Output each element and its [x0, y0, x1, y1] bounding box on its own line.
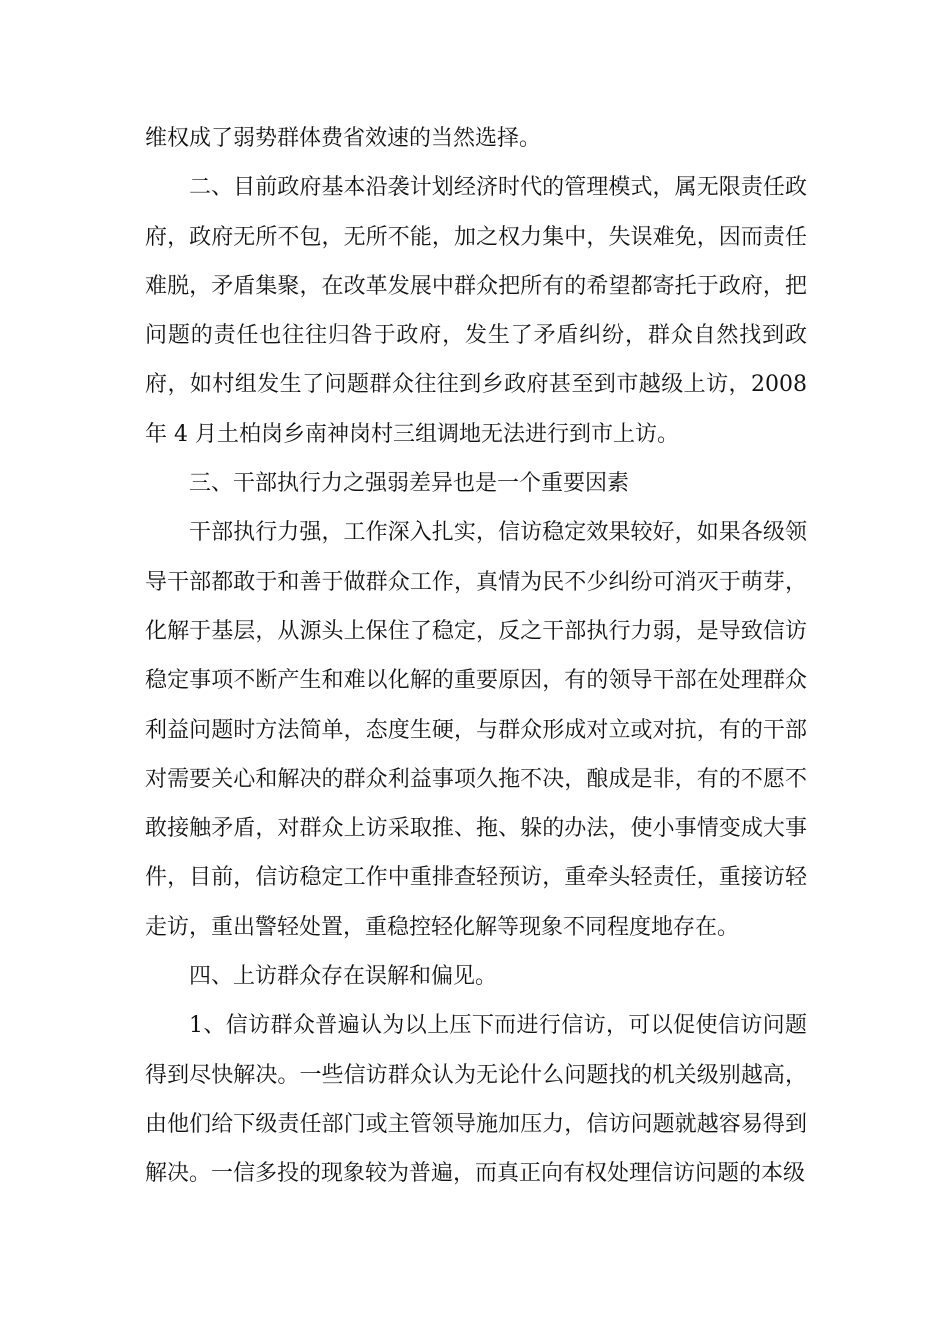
- paragraph-6: 1、信访群众普遍认为以上压下而进行信访，可以促使信访问题得到尽快解决。一些信访群众认为无论什么问题找的机关级别越高，由他们给下级责任部门或主管领导施加压力，信访问题就越容易得到解决。一信多投的现象较为普遍，而真正向有权处理信访问题的本级: [145, 1013, 807, 1187]
- document-body: [145, 114, 807, 1199]
- paragraph-3-heading: 三、干部执行力之强弱差异也是一个重要因素: [189, 471, 630, 497]
- paragraph-2: 二、目前政府基本沿袭计划经济时代的管理模式，属无限责任政府，政府无所不包，无所不能，加之权力集中，失误难免，因而责任难脱，矛盾集聚，在改革发展中群众把所有的希望都寄托于政府，把问题的责任也往往归咎于政府，发生了矛盾纠纷，群众自然找到政府，如村组发生了问题群众往往到乡政府甚至到市越级上访，2008 年 4 月土柏岗乡南神岗村三组调地无法进行到市上访。: [145, 175, 807, 447]
- paragraph-4: 干部执行力强，工作深入扎实，信访稳定效果较好，如果各级领导干部都敢于和善于做群众工作，真情为民不少纠纷可消灭于萌芽，化解于基层，从源头上保住了稳定，反之干部执行力弱，是导致信访稳定事项不断产生和难以化解的重要原因，有的领导干部在处理群众利益问题时方法简单，态度生硬，与群众形成对立或对抗，有的干部对需要关心和解决的群众利益事项久拖不决，酿成是非，有的不愿不敢接触矛盾，对群众上访采取推、拖、躲的办法，使小事情变成大事件，目前，信访稳定工作中重排查轻预访，重牵头轻责任，重接访轻走访，重出警轻处置，重稳控轻化解等现象不同程度地存在。: [145, 520, 807, 940]
- paragraph-5-heading: 四、上访群众存在误解和偏见。: [189, 964, 498, 990]
- paragraph-1: 维权成了弱势群体费省效速的当然选择。: [145, 126, 542, 151]
